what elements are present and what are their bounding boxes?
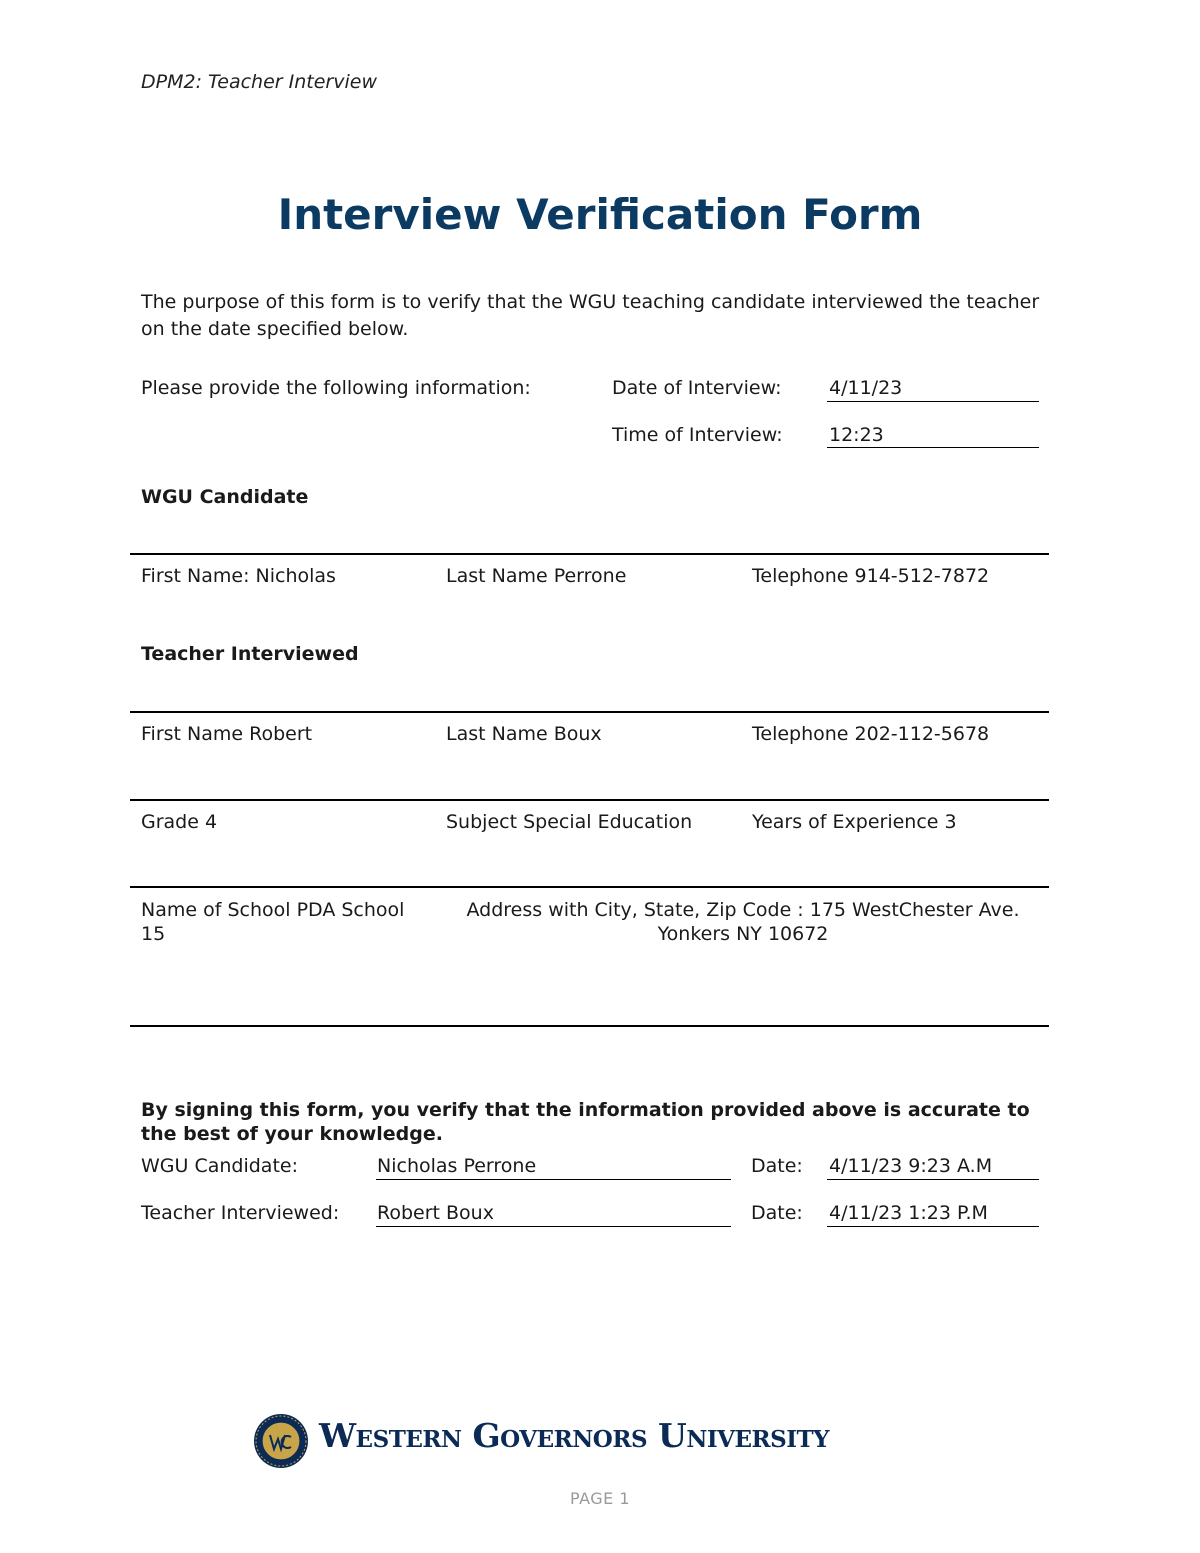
date-of-interview-value[interactable]: 4/11/23 [829,377,903,399]
verification-statement: By signing this form, you verify that the information provided above is accurate to the best of your knowledge. [141,1099,1030,1145]
teacher-signature-label: Teacher Interviewed: [141,1202,340,1224]
school-name[interactable]: Name of School PDA School 15 [141,899,405,945]
candidate-signature-underline [376,1179,731,1180]
university-name: Western Governors University [319,1416,830,1455]
school-address[interactable]: Address with City, State, Zip Code : 175 WestChester Ave. Yonkers NY 10672 [466,899,1020,945]
time-of-interview-label: Time of Interview: [612,424,783,446]
candidate-section-heading: WGU Candidate [141,486,309,508]
teacher-date-label: Date: [751,1202,803,1224]
teacher-section-heading: Teacher Interviewed [141,643,359,665]
date-of-interview-underline [827,401,1039,402]
teacher-telephone[interactable]: Telephone 202-112-5678 [752,723,990,745]
address-divider [130,1025,1049,1027]
wgu-seal-icon [253,1413,309,1469]
candidate-last-name[interactable]: Last Name Perrone [446,565,627,587]
candidate-signature-date[interactable]: 4/11/23 9:23 A.M [829,1155,993,1177]
university-logo [253,1410,913,1472]
provide-label: Please provide the following information: [141,377,531,399]
teacher-signature-name[interactable]: Robert Boux [377,1202,494,1224]
candidate-telephone[interactable]: Telephone 914-512-7872 [752,565,990,587]
candidate-signature-label: WGU Candidate: [141,1155,298,1177]
candidate-signature-name[interactable]: Nicholas Perrone [377,1155,537,1177]
teacher-date-underline [827,1226,1039,1227]
form-title: Interview Verification Form [277,190,923,239]
time-of-interview-underline [827,447,1039,448]
teacher-years-experience[interactable]: Years of Experience 3 [752,811,957,833]
candidate-first-name[interactable]: First Name: Nicholas [141,565,336,587]
candidate-date-label: Date: [751,1155,803,1177]
teacher-first-name[interactable]: First Name Robert [141,723,313,745]
page-number: PAGE 1 [569,1489,631,1508]
grade-divider [130,799,1049,801]
school-divider [130,886,1049,888]
document-header: DPM2: Teacher Interview [141,71,377,93]
teacher-divider [130,711,1049,713]
candidate-date-underline [827,1179,1039,1180]
teacher-subject[interactable]: Subject Special Education [446,811,693,833]
date-of-interview-label: Date of Interview: [612,377,782,399]
candidate-divider [130,553,1049,555]
time-of-interview-value[interactable]: 12:23 [829,424,884,446]
purpose-text: The purpose of this form is to verify that the WGU teaching candidate interviewed the teacher on the date specified below. [141,291,1040,340]
teacher-signature-underline [376,1226,731,1227]
teacher-signature-date[interactable]: 4/11/23 1:23 P.M [829,1202,988,1224]
teacher-last-name[interactable]: Last Name Boux [446,723,602,745]
teacher-grade[interactable]: Grade 4 [141,811,218,833]
